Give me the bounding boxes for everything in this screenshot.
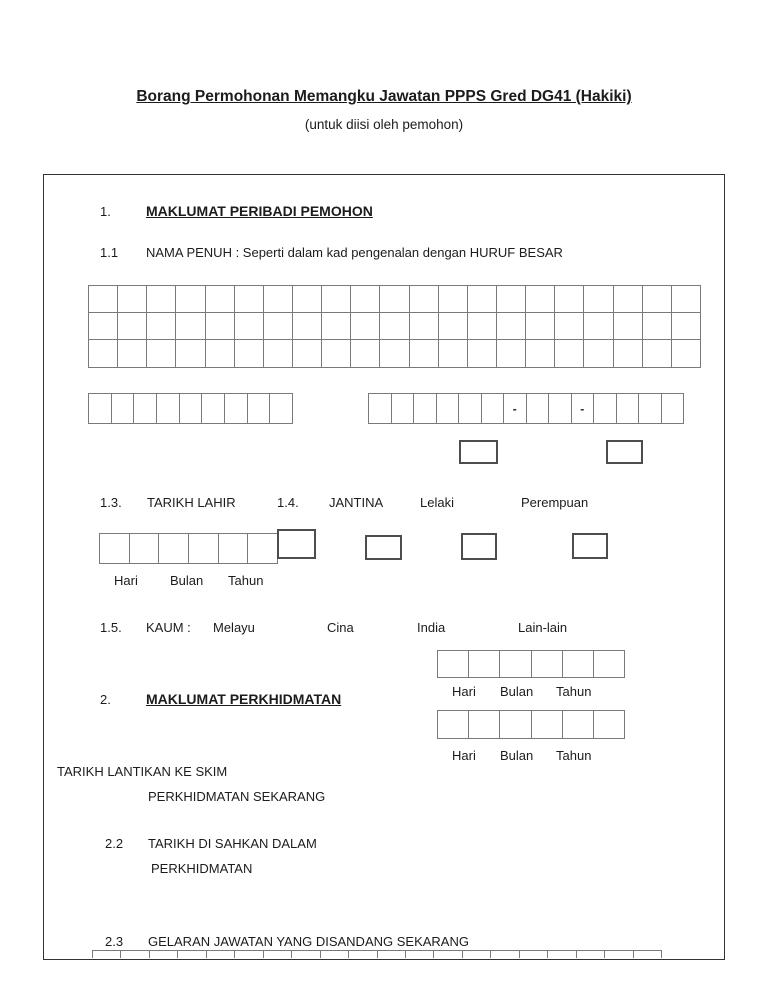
grid-cell[interactable]: [189, 534, 219, 563]
grid-cell[interactable]: [594, 711, 624, 738]
grid-cell[interactable]: [497, 313, 526, 340]
grid-cell[interactable]: [180, 394, 203, 423]
grid-cell[interactable]: [322, 313, 351, 340]
grid-cell[interactable]: [643, 340, 672, 367]
item-1-5-number: 1.5.: [100, 620, 122, 635]
grid-cell[interactable]: [527, 394, 550, 423]
grid-cell[interactable]: [206, 286, 235, 313]
section1-number: 1.: [100, 204, 111, 219]
grid-cell[interactable]: [264, 951, 292, 958]
grid-cell[interactable]: [491, 951, 519, 958]
grid-cell[interactable]: [468, 340, 497, 367]
grid-cell[interactable]: [293, 286, 322, 313]
grid-cell[interactable]: [264, 313, 293, 340]
race-option-cina-label: Cina: [327, 620, 354, 635]
grid-row: [438, 651, 624, 677]
grid-cell[interactable]: [176, 286, 205, 313]
grid-cell[interactable]: [235, 340, 264, 367]
birth-day-label: Hari: [114, 573, 138, 588]
grid-row: [93, 951, 661, 958]
grid-cell[interactable]: [159, 534, 189, 563]
dash-separator-cell: -: [572, 394, 595, 423]
grid-cell[interactable]: [672, 340, 700, 367]
grid-cell[interactable]: [89, 340, 118, 367]
day-label: Hari: [452, 748, 476, 761]
grid-cell[interactable]: [532, 711, 563, 738]
grid-cell[interactable]: [555, 313, 584, 340]
item-1-5-label: KAUM :: [146, 620, 191, 635]
grid-cell[interactable]: [207, 951, 235, 958]
item-1-1-label: NAMA PENUH : Seperti dalam kad pengenalan dengan HURUF BESAR: [146, 245, 563, 260]
grid-cell[interactable]: [264, 340, 293, 367]
checkbox-unlabeled-2[interactable]: [606, 440, 643, 464]
grid-cell[interactable]: [351, 286, 380, 313]
grid-cell[interactable]: [130, 534, 160, 563]
race-option-lainlain-label: Lain-lain: [518, 620, 568, 635]
birth-date-grid: [99, 533, 278, 564]
grid-cell[interactable]: [118, 313, 147, 340]
grid-cell[interactable]: [414, 394, 437, 423]
grid-row: [438, 711, 624, 738]
grid-cell[interactable]: [349, 951, 377, 958]
grid-cell[interactable]: [639, 394, 662, 423]
grid-row: [89, 340, 700, 367]
ic-old-number-grid: [88, 393, 293, 424]
grid-cell[interactable]: [438, 711, 469, 738]
grid-cell[interactable]: [617, 394, 640, 423]
grid-cell[interactable]: [202, 394, 225, 423]
grid-cell[interactable]: [584, 340, 613, 367]
gender-option-lelaki-label: Lelaki: [420, 495, 454, 510]
grid-cell[interactable]: [134, 394, 157, 423]
grid-cell[interactable]: [121, 951, 149, 958]
grid-cell[interactable]: [93, 951, 121, 958]
grid-cell[interactable]: [532, 651, 563, 677]
grid-cell[interactable]: [410, 313, 439, 340]
grid-cell[interactable]: [380, 313, 409, 340]
grid-row: [100, 534, 277, 563]
grid-cell[interactable]: [292, 951, 320, 958]
grid-cell[interactable]: [594, 651, 624, 677]
month-label: Bulan: [500, 684, 534, 697]
ic-new-number-grid: [368, 393, 684, 424]
grid-cell[interactable]: [526, 286, 555, 313]
grid-cell[interactable]: [662, 394, 684, 423]
grid-cell[interactable]: [248, 534, 277, 563]
grid-cell[interactable]: [378, 951, 406, 958]
checkbox-lelaki[interactable]: [461, 533, 497, 560]
grid-cell[interactable]: [219, 534, 249, 563]
grid-cell[interactable]: [89, 286, 118, 313]
grid-cell[interactable]: [270, 394, 292, 423]
item-2-2-label-line2: PERKHIDMATAN: [151, 861, 253, 876]
grid-cell[interactable]: [500, 711, 531, 738]
dash-separator-cell: -: [504, 394, 527, 423]
item-2-3-label: GELARAN JAWATAN YANG DISANDANG SEKARANG: [148, 934, 469, 949]
form-subtitle: (untuk diisi oleh pemohon): [304, 117, 464, 132]
item-2-2-label-line1: TARIKH DI SAHKAN DALAM: [148, 836, 317, 851]
grid-cell[interactable]: [469, 651, 500, 677]
grid-cell[interactable]: [410, 340, 439, 367]
grid-row: [89, 394, 292, 423]
grid-cell[interactable]: [555, 340, 584, 367]
grid-cell[interactable]: [235, 286, 264, 313]
grid-cell[interactable]: [147, 340, 176, 367]
grid-cell[interactable]: [526, 340, 555, 367]
grid-cell[interactable]: [157, 394, 180, 423]
grid-cell[interactable]: [634, 951, 661, 958]
item-2-1-label-line1: TARIKH LANTIKAN KE SKIM: [57, 764, 228, 779]
confirmation-date-labels: [437, 748, 637, 761]
grid-cell[interactable]: [351, 340, 380, 367]
grid-cell[interactable]: [605, 951, 633, 958]
grid-cell[interactable]: [563, 711, 594, 738]
job-title-grid: [92, 950, 662, 958]
checkbox-perempuan[interactable]: [572, 533, 608, 559]
grid-cell[interactable]: [584, 286, 613, 313]
grid-cell[interactable]: [248, 394, 271, 423]
grid-cell[interactable]: [672, 286, 700, 313]
item-1-4-number: 1.4.: [277, 495, 299, 510]
grid-row: [89, 313, 700, 340]
grid-cell[interactable]: [555, 286, 584, 313]
grid-cell[interactable]: [643, 286, 672, 313]
grid-cell[interactable]: [520, 951, 548, 958]
grid-cell[interactable]: [235, 313, 264, 340]
appointment-date-labels: [437, 684, 637, 697]
year-label: Tahun: [556, 748, 592, 761]
gender-option-perempuan-label: Perempuan: [521, 495, 589, 510]
grid-cell[interactable]: [614, 313, 643, 340]
grid-cell[interactable]: [322, 286, 351, 313]
section1-heading: MAKLUMAT PERIBADI PEMOHON: [146, 203, 373, 219]
grid-cell[interactable]: [392, 394, 415, 423]
grid-cell[interactable]: [380, 340, 409, 367]
grid-cell[interactable]: [235, 951, 263, 958]
grid-cell[interactable]: [548, 951, 576, 958]
grid-cell[interactable]: [500, 651, 531, 677]
grid-cell[interactable]: [380, 286, 409, 313]
grid-cell[interactable]: [147, 313, 176, 340]
checkbox-unlabeled-3[interactable]: [277, 529, 316, 559]
grid-cell[interactable]: [459, 394, 482, 423]
item-1-4-label: JANTINA: [329, 495, 384, 510]
confirmation-date-grid: [437, 710, 625, 739]
item-2-3-number: 2.3: [105, 934, 124, 949]
birth-year-label: Tahun: [228, 573, 264, 588]
grid-cell[interactable]: [672, 313, 700, 340]
grid-cell[interactable]: [351, 313, 380, 340]
grid-cell[interactable]: [563, 651, 594, 677]
grid-cell[interactable]: [118, 340, 147, 367]
grid-cell[interactable]: [614, 340, 643, 367]
grid-cell[interactable]: [206, 313, 235, 340]
checkbox-unlabeled-1[interactable]: [459, 440, 498, 464]
grid-row: [369, 394, 683, 423]
grid-cell[interactable]: [264, 286, 293, 313]
grid-cell[interactable]: [176, 340, 205, 367]
grid-cell[interactable]: [147, 286, 176, 313]
grid-cell[interactable]: [176, 313, 205, 340]
grid-cell[interactable]: [293, 313, 322, 340]
year-label: Tahun: [556, 684, 592, 697]
race-option-melayu-label: Melayu: [213, 620, 255, 635]
item-2-2-number: 2.2: [105, 836, 124, 851]
grid-cell[interactable]: [150, 951, 178, 958]
grid-cell[interactable]: [434, 951, 462, 958]
item-1-3-number: 1.3.: [100, 495, 122, 510]
grid-cell[interactable]: [410, 286, 439, 313]
grid-cell[interactable]: [469, 711, 500, 738]
grid-cell[interactable]: [406, 951, 434, 958]
grid-cell[interactable]: [112, 394, 135, 423]
item-2-1-label-line2: PERKHIDMATAN SEKARANG: [148, 789, 326, 804]
item-1-1-number: 1.1: [100, 245, 119, 260]
grid-cell[interactable]: [437, 394, 460, 423]
grid-cell[interactable]: [526, 313, 555, 340]
grid-cell[interactable]: [497, 340, 526, 367]
item-1-3-label: TARIKH LAHIR: [147, 495, 236, 510]
checkbox-jantina[interactable]: [365, 535, 402, 560]
grid-cell[interactable]: [463, 951, 491, 958]
grid-cell[interactable]: [89, 394, 112, 423]
grid-row: [89, 286, 700, 313]
job-title-grid-clipped: [92, 950, 662, 958]
form-title: Borang Permohonan Memangku Jawatan PPPS Gred DG41 (Hakiki): [136, 88, 632, 105]
grid-cell[interactable]: [497, 286, 526, 313]
grid-cell[interactable]: [89, 313, 118, 340]
grid-cell[interactable]: [178, 951, 206, 958]
grid-cell[interactable]: [118, 286, 147, 313]
grid-cell[interactable]: [482, 394, 505, 423]
grid-cell[interactable]: [438, 651, 469, 677]
grid-cell[interactable]: [100, 534, 130, 563]
grid-cell[interactable]: [439, 286, 468, 313]
grid-cell[interactable]: [439, 313, 468, 340]
grid-cell[interactable]: [594, 394, 617, 423]
month-label: Bulan: [500, 748, 534, 761]
grid-cell[interactable]: [614, 286, 643, 313]
grid-cell[interactable]: [439, 340, 468, 367]
grid-cell[interactable]: [468, 313, 497, 340]
race-option-india-label: India: [417, 620, 446, 635]
grid-cell[interactable]: [369, 394, 392, 423]
appointment-date-grid: [437, 650, 625, 678]
grid-cell[interactable]: [549, 394, 572, 423]
grid-cell[interactable]: [468, 286, 497, 313]
grid-cell[interactable]: [225, 394, 248, 423]
grid-cell[interactable]: [206, 340, 235, 367]
section2-heading: MAKLUMAT PERKHIDMATAN: [146, 691, 342, 707]
grid-cell[interactable]: [322, 340, 351, 367]
day-label: Hari: [452, 684, 476, 697]
grid-cell[interactable]: [293, 340, 322, 367]
section2-number: 2.: [100, 692, 111, 707]
grid-cell[interactable]: [584, 313, 613, 340]
birth-month-label: Bulan: [170, 573, 204, 588]
grid-cell[interactable]: [321, 951, 349, 958]
grid-cell[interactable]: [643, 313, 672, 340]
full-name-grid: [88, 285, 701, 368]
grid-cell[interactable]: [577, 951, 605, 958]
